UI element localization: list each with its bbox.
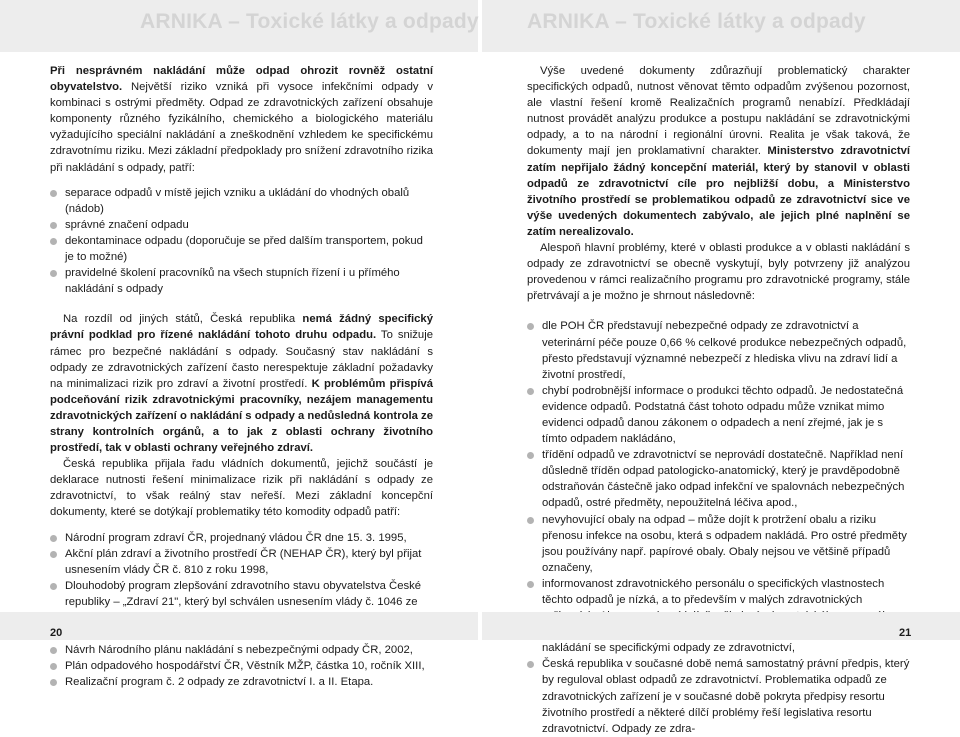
footer-band-left: [0, 612, 478, 640]
bullet-icon: [527, 517, 534, 524]
list-item: [527, 512, 910, 576]
list-item: [50, 642, 433, 658]
bullet-icon: [527, 452, 534, 459]
list-item-text: dle POH ČR představují nebezpečné odpady ze zdravotnictví a veterinární péče pouze 0,66 % celkové produkce nebezpečných odpadů, přesto představují významné nebezpečí z hlediska vlivu na zdraví lidí a životní prostředí,: [542, 320, 907, 381]
bullet-icon: [527, 661, 534, 668]
bullet-icon: [50, 679, 57, 686]
left-paragraph-2: [50, 311, 433, 456]
list-item-text: třídění odpadů ve zdravotnictví se neprovádí dostatečně. Například není důsledně tříděn odpad patologicko-anatomický, který je pravděpodobně odstraňován částečně jako odpad infekční ve spalovnách nebezpečných odpadů, ostré předměty, nepoužitelná léčiva apod.,: [542, 449, 905, 510]
left-p1-text: Největší riziko vzniká při vysoce infekčními odpady v kombinaci s ostrými předměty. Odpad ze zdravotnických zařízení obsahuje komponenty různého fyzikálního, chemického a biologického materiálu vyžadujícího speciální nakládání a zneškodnění vzhledem ke specifickému zdravotnímu riziku. Mezi základní předpoklady pro snížení zdravotního rizika při nakládání s odpady, patří:: [50, 81, 433, 174]
right-problems-list: [527, 318, 910, 736]
bullet-icon: [50, 190, 57, 197]
list-item-text: správné značení odpadu: [65, 218, 189, 231]
bullet-icon: [527, 581, 534, 588]
list-item-text: dekontaminace odpadu (doporučuje se před dalším transportem, pokud je to možné): [65, 234, 423, 264]
list-item-text: pravidelné školení pracovníků na všech stupních řízení i u přímého nakládání s odpady: [65, 267, 400, 296]
list-item-text: Plán odpadového hospodářství ČR, Věstník MŽP, částka 10, ročník XIII,: [65, 660, 425, 673]
list-item-text: Národní program zdraví ČR, projednaný vládou ČR dne 15. 3. 1995,: [65, 531, 407, 544]
list-item-text: Akční plán zdraví a životního prostředí ČR (NEHAP ČR), který byl přijat usnesením vlády ČR č. 810 z roku 1998,: [65, 547, 422, 576]
running-header-left: ARNIKA – Toxické látky a odpady: [140, 10, 479, 33]
left-p1-bold-lead: Při nesprávném nakládání může odpad ohrozit rovněž ostatní obyvatelstvo.: [50, 65, 433, 94]
bullet-icon: [50, 583, 57, 590]
list-item: [50, 265, 433, 297]
list-item-text: nevyhovující obaly na odpad – může dojít k protržení obalu a riziku přenosu infekce na osobu, která s odpadem nakládá. Pro ostré předměty jsou používány např. papírové obaly. Obaly nejsou ve většině případů označeny,: [542, 513, 907, 574]
left-p2-bold-d: K problémům přispívá podceňování rizik zdravotnickými pracovníky, nezájem managementu zdravotnických zařízení o nakládání s odpady a nedůsledná kontrola ze strany kontrolních orgánů, a to jak z oblasti ochrany životního prostředí, tak v oblasti ochrany veřejného zdraví.: [50, 377, 433, 455]
list-item: [50, 185, 433, 217]
bullet-icon: [50, 270, 57, 277]
list-item: [50, 233, 433, 265]
list-item: [50, 530, 433, 546]
right-p1-bold: Ministerstvo zdravotnictví zatím nepřijalo žádný koncepční materiál, který by stanovil v oblasti odpadů ze zdravotnictví cíle pro nejbližší dobu, a Ministerstvo životního prostředí se problematikou odpadů ze zdravotnictví sice ve výše uvedených dokumentech zabývalo, ale jejich plné naplnění se zatím nerealizovalo.: [527, 145, 911, 238]
left-documents-list: [50, 530, 433, 691]
left-paragraph-3: Česká republika přijala řadu vládních dokumentů, jejichž součástí je deklarace nutnosti řešení minimalizace rizik při nakládání s odpady ze zdravotnictví, to však reálný stav neřeší. Mezi základní koncepční dokumenty, které se dotýkají problematiky této komodity odpadů patří:: [50, 458, 433, 519]
list-item-text: informovanost zdravotnického personálu o specifických vlastnostech těchto odpadů je nízká, a to především v malých zdravotnických: [542, 577, 885, 606]
bullet-icon: [50, 222, 57, 229]
footer-band-right: [482, 612, 960, 640]
list-item: [50, 217, 433, 233]
list-item-text: chybí podrobnější informace o produkci těchto odpadů. Je nedostatečná evidence odpadů. Podstatná část tohoto odpadu může vznikat mimo evidenci odpadů danou zákonem o odpadech a není zřejmé, jak je s tímto odpadem nakládáno,: [542, 384, 904, 446]
left-paragraph-1: [50, 63, 433, 176]
bullet-icon: [50, 551, 57, 558]
bullet-icon: [527, 323, 534, 330]
list-item: [527, 318, 910, 382]
left-page-column: [50, 63, 433, 690]
right-paragraph-2: Alespoň hlavní problémy, které v oblasti produkce a v oblasti nakládání s odpady ze zdravotnictví se obecně vyskytují, byly potvrzeny již analýzou provedenou v rámci realizačního programu pro zdravotnické programy, stále přetrvávají a je možno je shrnout následovně:: [527, 242, 910, 303]
page-number-left: 20: [50, 627, 63, 639]
right-p1-text: Výše uvedené dokumenty zdůrazňují problematický charakter specifických odpadů, nutnost věnovat těmto odpadům zvýšenou pozornost, ale vlastní řešení kromě Realizačních programů nenabízí. Předkládají nutnost provádět analýzu produkce a postupu nakládání se zdravotnickými odpady, a to na národní i regionální úrovni. Realita je však taková, že dokumenty mají jen proklamativní charakter.: [527, 65, 910, 158]
left-p2-bold-b: nemá žádný specifický právní podklad pro řízené nakládání tohoto druhu odpadu.: [50, 313, 433, 342]
list-item-text: Návrh Národního plánu nakládání s nebezpečnými odpady ČR, 2002,: [65, 644, 413, 657]
bullet-icon: [527, 388, 534, 395]
bullet-icon: [50, 535, 57, 542]
list-item: [527, 383, 910, 447]
list-item-text: Česká republika v současné době nemá samostatný právní předpis, který by reguloval oblast odpadů ze zdravotnictví. Problematika odpadů ze zdravotnických zařízení je v současné době pokryta předpisy resortu životního prostředí a některé dílčí problémy řeší legislativa resortu zdravotnictví. Odpady ze zdra-: [542, 658, 910, 735]
left-p2-text-c: To snižuje rámec pro bezpečné nakládání s odpady. Současný stav nakládání s odpady ze zdravotnických zařízení často nerespektuje základní požadavky na minimalizaci rizik pro zdraví a životní prostředí.: [50, 329, 434, 390]
bullet-icon: [50, 647, 57, 654]
list-item: [527, 656, 910, 736]
list-item: [527, 447, 910, 511]
left-p2-text-a: Na rozdíl od jiných států, Česká republika: [63, 313, 303, 326]
list-item: [50, 674, 433, 690]
bullet-icon: [50, 238, 57, 245]
list-item-text: Dlouhodobý program zlepšování zdravotního stavu obyvatelstva České republiky – „Zdraví 21", který byl schválen usnesením vlády č. 1046 ze: [65, 579, 422, 608]
list-item: [50, 658, 433, 674]
page-number-right: 21: [899, 627, 912, 639]
list-item-text: separace odpadů v místě jejich vzniku a ukládání do vhodných obalů (nádob): [65, 186, 410, 215]
list-item: [50, 546, 433, 578]
right-paragraph-1: [527, 63, 910, 240]
bullet-icon: [50, 663, 57, 670]
left-risk-list: [50, 185, 433, 298]
list-item-text: nakládání se specifickými odpady ze zdravotnictví,: [542, 642, 796, 655]
running-header-right: ARNIKA – Toxické látky a odpady: [527, 10, 866, 33]
list-item-text: Realizační program č. 2 odpady ze zdravotnictví I. a II. Etapa.: [65, 676, 374, 689]
